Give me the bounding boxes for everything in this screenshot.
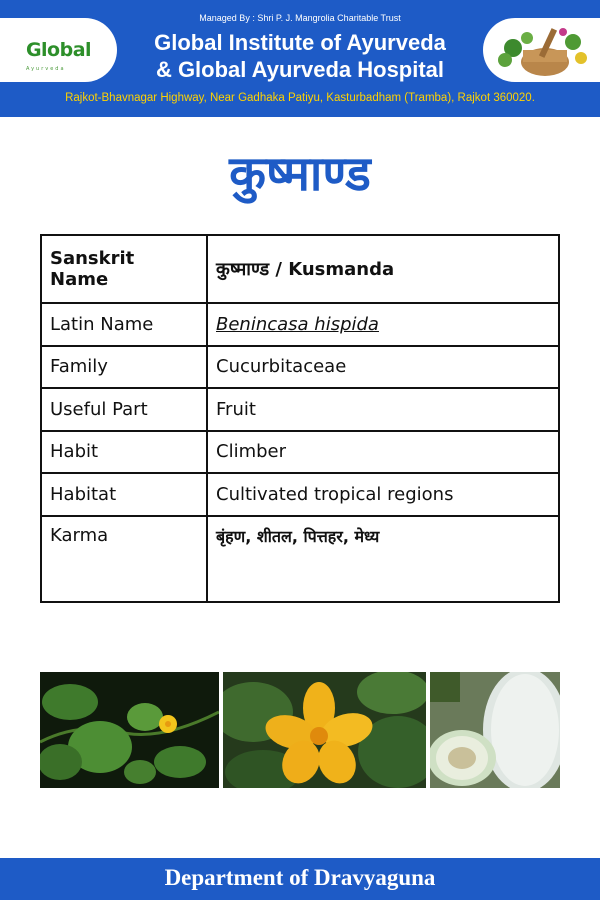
plant-name-heading: कुष्माण्ड <box>229 146 371 202</box>
table-row <box>41 388 559 431</box>
logo-subtext: Ayurveda <box>26 66 66 72</box>
table-row <box>41 473 559 516</box>
table-row <box>41 235 559 303</box>
row-label: Sanskrit Name <box>41 235 207 303</box>
address-text: Rajkot-Bhavnagar Highway, Near Gadhaka Patiyu, Kasturbadham (Tramba), Rajkot 360020. <box>65 92 535 104</box>
ash-gourd-fruit-photo <box>430 672 560 788</box>
table-row <box>41 346 559 389</box>
table-row <box>41 303 559 346</box>
plant-flower-photo <box>223 672 426 788</box>
plant-info-table <box>40 234 560 603</box>
table-row <box>41 431 559 474</box>
karma-value: बृंहण, शीतल, पित्तहर, मेध्य <box>216 526 380 546</box>
row-value: कुष्माण्ड / Kusmanda <box>207 235 559 303</box>
row-label: Karma <box>41 516 207 602</box>
row-label: Latin Name <box>41 303 207 346</box>
managed-by-text: Managed By : Shri P. J. Mangrolia Charitable Trust <box>199 13 401 23</box>
department-footer: Department of Dravyaguna <box>0 858 600 900</box>
latin-name: Benincasa hispida <box>216 313 379 335</box>
plant-vine-photo <box>40 672 219 788</box>
row-value: Cultivated tropical regions <box>207 473 559 516</box>
global-logo <box>0 18 117 82</box>
header-banner <box>0 0 600 117</box>
row-value-latin <box>207 303 559 346</box>
logo-text: Global <box>25 39 92 61</box>
herbs-mortar-image <box>483 18 600 82</box>
hospital-title: & Global Ayurveda Hospital <box>155 57 445 82</box>
row-value: Climber <box>207 431 559 474</box>
row-label: Family <box>41 346 207 389</box>
institute-title: Global Institute of Ayurveda <box>154 30 446 55</box>
row-value: Cucurbitaceae <box>207 346 559 389</box>
row-label: Habit <box>41 431 207 474</box>
row-value <box>207 516 559 602</box>
row-value: Fruit <box>207 388 559 431</box>
row-label: Useful Part <box>41 388 207 431</box>
table-row <box>41 516 559 602</box>
row-label: Habitat <box>41 473 207 516</box>
